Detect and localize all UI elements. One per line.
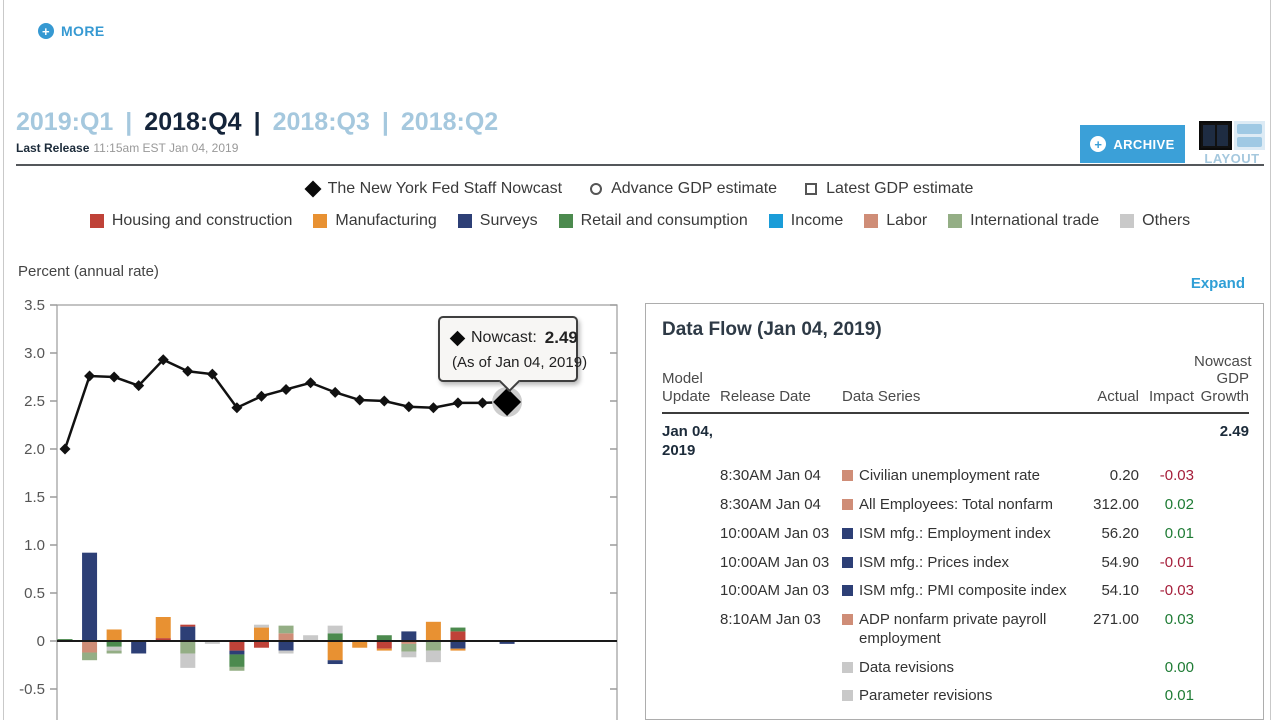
impact-cell: 0.02	[1164, 496, 1194, 513]
actual-cell	[1079, 413, 1139, 463]
layout-label: LAYOUT	[1204, 151, 1260, 166]
svg-text:3.5: 3.5	[24, 297, 45, 314]
actual-cell: 0.20	[1109, 467, 1139, 485]
release-date-cell: 10:00AM Jan 03	[720, 553, 830, 571]
column-header: Nowcast GDP Growth	[1194, 353, 1249, 413]
legend-label: Surveys	[479, 212, 538, 229]
color-swatch-icon	[313, 214, 327, 228]
category-swatch-icon	[842, 499, 853, 510]
circle-icon	[590, 183, 602, 195]
last-release-value: 11:15am EST Jan 04, 2019	[93, 141, 239, 155]
series-name: Data revisions	[859, 658, 955, 676]
quarter-separator: |	[125, 108, 133, 136]
actual-cell: 56.20	[1101, 524, 1139, 542]
series-name: ISM mfg.: Prices index	[859, 553, 1010, 571]
category-swatch-icon	[842, 614, 853, 625]
archive-button[interactable]	[1080, 125, 1185, 163]
model-update-cell	[662, 577, 720, 606]
nowcast-growth-cell	[1194, 549, 1249, 578]
model-update-cell: Jan 04, 2019	[662, 422, 713, 459]
quarter-nav	[16, 108, 498, 137]
impact-cell: -0.03	[1159, 467, 1194, 485]
nowcast-tooltip	[438, 316, 588, 382]
model-update-cell	[662, 654, 720, 683]
model-update-cell	[662, 462, 720, 491]
category-swatch-icon	[842, 585, 853, 596]
layout-icon	[1199, 121, 1265, 150]
two-columns-icon[interactable]	[1199, 121, 1232, 150]
impact-cell: -0.01	[1159, 553, 1194, 571]
archive-button-label: ARCHIVE	[1113, 136, 1175, 152]
model-update-row	[662, 413, 1249, 463]
square-icon	[805, 183, 817, 195]
expand-link[interactable]: Expand	[1190, 275, 1245, 292]
model-update-cell	[662, 549, 720, 578]
data-flow-title: Data Flow (Jan 04, 2019)	[662, 319, 882, 340]
legend-item-diamond	[307, 180, 562, 198]
svg-text:2.5: 2.5	[24, 393, 45, 410]
data-series-cell	[842, 577, 1079, 606]
impact-cell: 0.01	[1164, 524, 1194, 542]
data-series-cell	[842, 549, 1079, 578]
model-update-cell	[662, 491, 720, 520]
legend-label: Housing and construction	[111, 212, 293, 229]
legend-label: Retail and consumption	[580, 212, 748, 229]
quarter-tab-2019-Q1[interactable]: 2019:Q1	[16, 108, 114, 136]
legend-item-circle	[590, 180, 777, 198]
data-series-cell	[842, 462, 1079, 491]
category-legend	[0, 212, 1280, 230]
category-swatch-icon	[842, 528, 853, 539]
color-swatch-icon	[458, 214, 472, 228]
legend-item-housing	[90, 212, 293, 230]
diamond-icon	[450, 330, 466, 346]
release-date-cell	[720, 654, 842, 683]
legend-label: Latest GDP estimate	[826, 180, 974, 197]
data-flow-row	[662, 577, 1249, 606]
release-date-cell: 10:00AM Jan 03	[720, 582, 830, 600]
svg-text:0.5: 0.5	[24, 585, 45, 602]
series-name: Parameter revisions	[859, 687, 993, 705]
color-swatch-icon	[948, 214, 962, 228]
release-date-cell: 8:30AM Jan 04	[720, 467, 821, 485]
more-button-label: MORE	[61, 23, 105, 39]
model-update-cell	[662, 606, 720, 654]
svg-text:2.0: 2.0	[24, 441, 45, 458]
color-swatch-icon	[864, 214, 878, 228]
two-rows-icon[interactable]	[1234, 121, 1265, 150]
release-date-cell: 10:00AM Jan 03	[720, 524, 830, 542]
nowcast-growth-cell	[1194, 606, 1249, 654]
data-flow-table	[662, 353, 1252, 711]
data-flow-row	[662, 549, 1249, 578]
category-swatch-icon	[842, 557, 853, 568]
actual-cell: 54.90	[1101, 553, 1139, 571]
last-release-label: Last Release	[16, 141, 90, 155]
nowcast-growth-cell	[1194, 577, 1249, 606]
release-date-cell: 8:30AM Jan 04	[720, 496, 821, 513]
category-swatch-icon	[842, 690, 853, 701]
legend-item-others	[1120, 212, 1190, 230]
impact-cell	[1139, 413, 1194, 463]
tooltip-value: 2.49	[544, 328, 578, 347]
plus-circle-icon: +	[1090, 136, 1106, 152]
nowcast-growth-cell	[1194, 682, 1249, 711]
tooltip-prefix: Nowcast:	[471, 329, 537, 346]
svg-text:-0.5: -0.5	[19, 681, 45, 698]
data-flow-panel	[645, 303, 1264, 720]
column-header: Impact	[1139, 353, 1194, 413]
series-name: ISM mfg.: PMI composite index	[859, 582, 1067, 600]
model-update-cell	[662, 520, 720, 549]
data-flow-row	[662, 654, 1249, 683]
data-series-cell	[842, 520, 1079, 549]
series-name: Civilian unemployment rate	[859, 467, 1040, 485]
legend-label: Advance GDP estimate	[611, 180, 778, 197]
nowcast-growth-cell: 2.49	[1219, 422, 1249, 440]
plus-circle-icon: +	[38, 23, 54, 39]
data-series-cell	[842, 654, 1079, 683]
impact-cell: 0.00	[1164, 658, 1194, 676]
actual-cell: 54.10	[1101, 582, 1139, 600]
data-series-cell	[842, 413, 1079, 463]
nowcast-growth-cell	[1194, 491, 1249, 520]
category-swatch-icon	[842, 662, 853, 673]
column-header: Model Update	[662, 353, 720, 413]
legend-label: Income	[790, 212, 844, 229]
quarter-separator: |	[381, 108, 389, 136]
y-axis-title: Percent (annual rate)	[18, 263, 159, 280]
series-name: All Employees: Total nonfarm	[859, 496, 1053, 513]
actual-cell: 312.00	[1093, 496, 1139, 513]
color-swatch-icon	[769, 214, 783, 228]
quarter-tab-2018-Q4[interactable]: 2018:Q4	[144, 108, 242, 136]
header-divider	[16, 164, 1264, 166]
legend-label: Others	[1142, 212, 1191, 229]
actual-cell	[1079, 682, 1139, 711]
column-header: Actual	[1079, 353, 1139, 413]
legend-item-surveys	[458, 212, 538, 230]
actual-cell	[1079, 654, 1139, 683]
last-release	[16, 141, 238, 155]
svg-text:3.0: 3.0	[24, 345, 45, 362]
legend-label: The New York Fed Staff Nowcast	[327, 180, 563, 197]
legend-item-intl_trade	[948, 212, 1099, 230]
data-flow-row	[662, 491, 1249, 520]
legend-item-labor	[864, 212, 927, 230]
svg-text:1.5: 1.5	[24, 489, 45, 506]
legend-label: International trade	[970, 212, 1100, 229]
color-swatch-icon	[1120, 214, 1134, 228]
tooltip-value-line	[452, 328, 578, 348]
data-flow-body	[662, 413, 1249, 711]
legend-item-square	[805, 180, 973, 198]
legend-item-manufacturing	[313, 212, 436, 230]
nowcast-growth-cell	[1194, 462, 1249, 491]
svg-text:0: 0	[36, 633, 45, 650]
impact-cell: 0.03	[1164, 611, 1194, 628]
impact-cell: 0.01	[1164, 687, 1194, 705]
category-swatch-icon	[842, 470, 853, 481]
layout-toggle[interactable]	[1199, 121, 1265, 166]
legend-item-retail	[559, 212, 748, 230]
series-name: ISM mfg.: Employment index	[859, 524, 1051, 542]
color-swatch-icon	[90, 214, 104, 228]
column-header: Release Date	[720, 353, 842, 413]
svg-text:1.0: 1.0	[24, 537, 45, 554]
nowcast-growth-cell	[1194, 654, 1249, 683]
data-series-cell	[842, 491, 1079, 520]
legend-label: Labor	[886, 212, 928, 229]
impact-cell: -0.03	[1159, 582, 1194, 600]
legend-item-income	[769, 212, 843, 230]
model-update-cell	[662, 682, 720, 711]
tooltip-date: (As of Jan 04, 2019)	[452, 354, 588, 371]
release-date-cell	[720, 682, 842, 711]
release-date-cell	[720, 413, 842, 463]
data-series-cell	[842, 682, 1079, 711]
release-date-cell: 8:10AM Jan 03	[720, 611, 821, 628]
series-legend	[0, 180, 1280, 198]
data-flow-row	[662, 520, 1249, 549]
column-header: Data Series	[842, 353, 1079, 413]
more-button[interactable]	[38, 23, 105, 39]
actual-cell: 271.00	[1093, 611, 1139, 628]
quarter-tab-2018-Q3[interactable]: 2018:Q3	[272, 108, 370, 136]
nowcast-growth-cell	[1194, 520, 1249, 549]
data-flow-row	[662, 462, 1249, 491]
quarter-separator: |	[253, 108, 261, 136]
data-flow-header-row	[662, 353, 1249, 413]
series-name: ADP nonfarm private payroll employment	[859, 611, 1047, 647]
data-flow-row	[662, 682, 1249, 711]
data-flow-row	[662, 606, 1249, 654]
color-swatch-icon	[559, 214, 573, 228]
quarter-tab-2018-Q2[interactable]: 2018:Q2	[400, 108, 499, 136]
data-series-cell	[842, 606, 1079, 654]
diamond-icon	[304, 181, 321, 198]
legend-label: Manufacturing	[335, 212, 437, 229]
